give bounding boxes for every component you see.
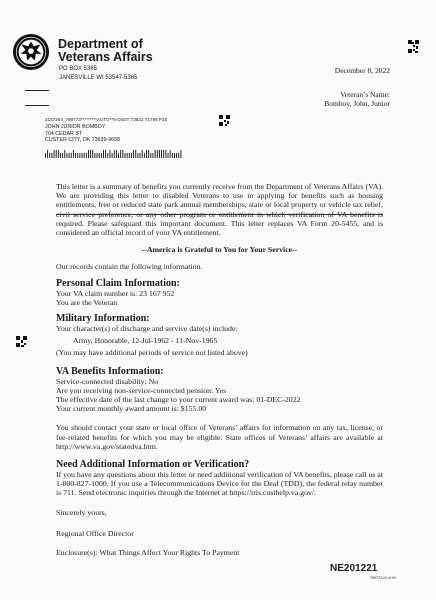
veteran-status: You are the Veteran: [56, 297, 118, 307]
postal-barcode: [45, 150, 185, 158]
mailing-line3: CUSTER CITY, OK 73639-9608: [45, 137, 120, 144]
va-seal-icon: [12, 33, 50, 71]
enclosure-line: Enclosure(s): What Things Affect Your Rights To Payment: [56, 548, 240, 558]
intro-paragraph: [56, 182, 383, 237]
signer: Regional Office Director: [56, 528, 134, 538]
need-heading: Need Additional Information or Verification?: [56, 459, 250, 471]
divider: [25, 105, 49, 106]
claim-number: Your VA claim number is: 23 167 952: [56, 288, 175, 298]
department-name: [58, 38, 153, 64]
military-desc: Your character(s) of discharge and service date(s) include:: [56, 324, 238, 334]
monthly-award: Your current monthly award amount is: $155.00: [56, 404, 207, 414]
divider: [25, 90, 49, 91]
records-line: Our records contain the following information.: [56, 262, 203, 272]
qr-code-icon: [219, 115, 230, 126]
contact-paragraph: You should contact your state or local office of Veterans’ affairs for information on any tax, license, or fee-related benefits for which you may be eligible. State offices of Veterans’ affairs are available at http://www.va.gov/statedva.htm.: [56, 423, 383, 451]
qr-code-icon: [16, 336, 27, 347]
veteran-name: Bomboy, John, Junior: [324, 99, 390, 108]
mailing-route: 2157284_769773*********AUTO**5-DIGIT 73632 T1798 P28: [45, 117, 168, 122]
intro-text-end: required. Please safeguard this important document. This letter replaces VA Form 20-5455, and is considered an official record of your VA entitlement.: [56, 218, 383, 238]
letter-date: December 8, 2022: [334, 66, 390, 75]
document-code: NE201221: [330, 563, 378, 574]
dept-line1: Department of: [58, 37, 143, 51]
pension-status: Are you receiving non-service-connected pension: Yes: [56, 385, 227, 395]
closing: Sincerely yours,: [56, 507, 107, 517]
sender-address: [59, 65, 137, 83]
disability-status: Service-connected disability: No: [56, 376, 159, 386]
personal-heading: Personal Claim Information:: [56, 277, 180, 289]
benefits-heading: VA Benefits Information:: [56, 365, 164, 377]
dept-line2: Veterans Affairs: [58, 50, 153, 64]
service-note: (You may have additional periods of service not listed above): [56, 348, 248, 358]
letter-body: [56, 182, 383, 557]
qr-code-icon: [408, 40, 419, 53]
document-small-code: 769773-01 of 00: [370, 576, 397, 580]
mailing-line1: JOHN JUNIOR BOMBOY: [45, 123, 106, 130]
veteran-name-label: Veteran’s Name:: [340, 90, 390, 99]
service-record: Army, Honorable, 12-Jul-1962 - 11-Nov-1965: [73, 336, 218, 346]
effective-date: The effective date of the last change to your current award was: 01-DEC-2022: [56, 395, 301, 405]
sender-city: JANESVILLE WI 53547-5365: [59, 75, 138, 81]
need-paragraph: If you have any questions about this letter or need additional verification of VA benefits, please call us at 1-800-827-1000. If you use a Telecommunications Device for the Deaf (TDD), the federal relay number is 711. Send electronic inquiries through the Internet at https://iris.custhelp.va.gov/.: [56, 470, 383, 498]
military-heading: Military Information:: [56, 313, 150, 325]
grateful-line: --America is Grateful to You for Your Service--: [141, 245, 298, 255]
po-box: PO BOX 5365: [59, 66, 98, 72]
intro-text-struck: civil service preference, or any other program or entitlement in which verification of VA benefits is: [56, 209, 383, 219]
intro-text: This letter is a summary of benefits you currently receive from the Department of Veterans Affairs (VA). We are providing this letter to disabled Veterans to use in applying for benefits such as housing entitlements, free or reduced state park annual memberships, state or local property or vehicle tax relief,: [56, 182, 383, 210]
mailing-line2: 704 CEDAR ST: [45, 130, 83, 137]
mailing-address: [45, 117, 167, 144]
